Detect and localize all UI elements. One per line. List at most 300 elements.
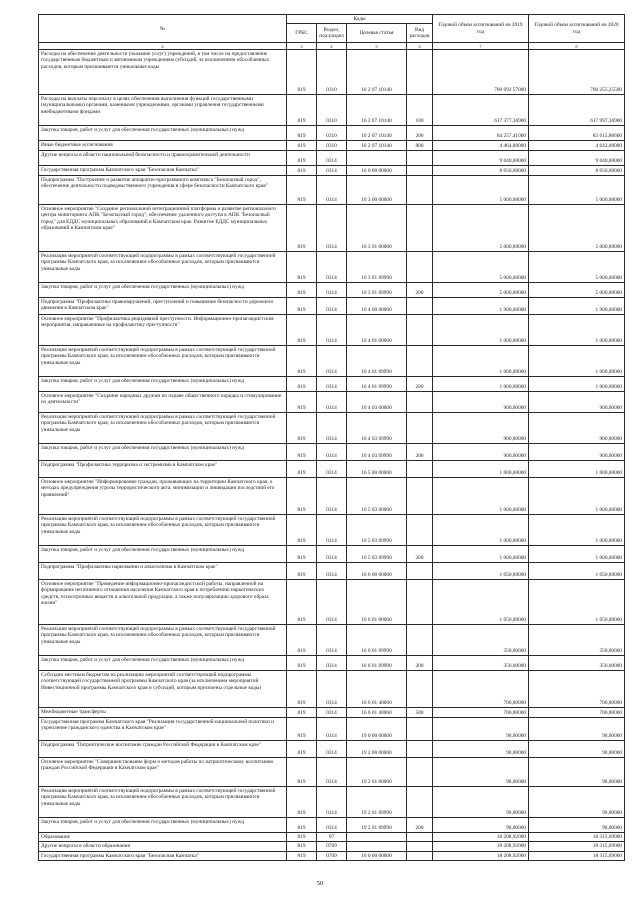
row-razdel: 0314 [317, 515, 347, 546]
row-name: Закупка товаров, работ и услуг для обеспечения государственных (муниципальных) нужд [39, 377, 287, 392]
row-amount-2020: 350,00000 [529, 625, 625, 656]
column-number-row [39, 43, 625, 50]
budget-table [38, 14, 625, 861]
row-target-article: 16 4 03 09990 [347, 413, 407, 444]
row-name: Реализация мероприятий соответствующей подпрограммы в рамках соответствующей государственной программы Камчатского края, за исключением обособленных расходов, которым присваиваются уникальные коды [39, 787, 287, 818]
row-expense-type [407, 833, 433, 842]
header-row-1 [39, 15, 625, 24]
row-expense-type: 200 [407, 126, 433, 141]
table-row [39, 283, 625, 298]
row-grbs: 819 [287, 141, 317, 151]
row-grbs: 819 [287, 392, 317, 413]
row-expense-type [407, 176, 433, 205]
column-header-2020: Годовой объем ассигнований на 2020 год [529, 15, 625, 43]
table-row [39, 708, 625, 718]
table-row [39, 580, 625, 625]
row-grbs: 819 [287, 818, 317, 833]
row-target-article: 16 5 00 00000 [347, 461, 407, 478]
row-name: Государственная программа Камчатского края "Безопасная Камчатка" [39, 851, 287, 860]
table-row [39, 563, 625, 580]
table-row [39, 141, 625, 151]
column-number: 2 [39, 43, 287, 50]
row-target-article: 16 4 03 09990 [347, 444, 407, 461]
row-grbs: 819 [287, 625, 317, 656]
row-amount-2020: 90,00000 [529, 818, 625, 833]
row-grbs: 819 [287, 563, 317, 580]
row-amount-2019: 1 000,00000 [433, 478, 529, 515]
column-number: 7 [433, 43, 529, 50]
column-number: 8 [529, 43, 625, 50]
row-expense-type [407, 298, 433, 315]
row-expense-type: 200 [407, 818, 433, 833]
column-header-razdel: Раздел, под-раздел [317, 24, 347, 43]
row-amount-2020: 5 000,00000 [529, 283, 625, 298]
row-amount-2020: 1 000,00000 [529, 461, 625, 478]
row-razdel: 0314 [317, 671, 347, 708]
row-target-article: 16 2 07 10140 [347, 50, 407, 95]
row-target-article: 19 0 00 00000 [347, 718, 407, 741]
row-amount-2019: 8 050,00000 [433, 166, 529, 176]
row-grbs: 819 [287, 176, 317, 205]
row-amount-2019: 350,00000 [433, 625, 529, 656]
row-name: Государственная программа Камчатского края "Реализация государственной национальной политики и укрепление гражданского единства в Камчатском крае" [39, 718, 287, 741]
row-target-article: 16 2 07 10140 [347, 141, 407, 151]
row-razdel: 0310 [317, 50, 347, 95]
row-amount-2020: 90,00000 [529, 718, 625, 741]
row-expense-type [407, 392, 433, 413]
row-expense-type [407, 515, 433, 546]
row-target-article: 19 2 01 09990 [347, 818, 407, 833]
table-row [39, 741, 625, 758]
row-grbs: 819 [287, 718, 317, 741]
table-row [39, 625, 625, 656]
row-expense-type [407, 205, 433, 252]
row-expense-type [407, 625, 433, 656]
table-row [39, 515, 625, 546]
row-name: Другие вопросы в области национальной безопасности и правоохранительной деятельности [39, 151, 287, 166]
row-target-article: 16 4 01 09990 [347, 377, 407, 392]
table-row [39, 392, 625, 413]
row-expense-type [407, 718, 433, 741]
row-expense-type: 500 [407, 708, 433, 718]
row-amount-2019: 18 208,92000 [433, 851, 529, 860]
row-razdel: 0314 [317, 444, 347, 461]
row-grbs: 819 [287, 758, 317, 787]
row-target-article: 16 0 00 00000 [347, 851, 407, 860]
row-amount-2020: 1 000,00000 [529, 546, 625, 563]
row-expense-type: 800 [407, 141, 433, 151]
row-amount-2020: 1 050,00000 [529, 563, 625, 580]
row-razdel: 0314 [317, 478, 347, 515]
table-row [39, 252, 625, 283]
row-target-article: 16 0 00 00000 [347, 166, 407, 176]
row-amount-2019: 90,00000 [433, 718, 529, 741]
row-amount-2019: 4 464,80000 [433, 141, 529, 151]
row-grbs: 819 [287, 671, 317, 708]
row-razdel: 0314 [317, 818, 347, 833]
row-amount-2020: 900,00000 [529, 392, 625, 413]
row-amount-2019: 5 000,00000 [433, 176, 529, 205]
row-razdel: 0310 [317, 141, 347, 151]
row-name: Закупка товаров, работ и услуг для обеспечения государственных (муниципальных) нужд [39, 656, 287, 671]
row-expense-type [407, 151, 433, 166]
row-expense-type: 200 [407, 283, 433, 298]
table-row [39, 315, 625, 346]
row-name: Государственная программа Камчатского края "Безопасная Камчатка" [39, 166, 287, 176]
row-target-article: 19 2 01 00000 [347, 758, 407, 787]
row-expense-type [407, 461, 433, 478]
row-razdel: 0314 [317, 580, 347, 625]
row-target-article: 16 3 01 09990 [347, 283, 407, 298]
row-amount-2019: 1 900,00000 [433, 298, 529, 315]
row-name: Расходы на выплаты персоналу в целях обеспечения выполнения функций государственными (муниципальными) органами, казенными учреждениями, органами управления государственными внебюджетными фондами [39, 95, 287, 126]
row-name: Реализация мероприятий соответствующей подпрограммы в рамках соответствующей государственной программы Камчатского края, за исключением обособленных расходов, которым присваиваются уникальные коды [39, 625, 287, 656]
budget-table-body [39, 50, 625, 861]
row-amount-2020: 1 000,00000 [529, 515, 625, 546]
row-razdel: 0310 [317, 126, 347, 141]
row-razdel: 0314 [317, 563, 347, 580]
row-grbs: 819 [287, 377, 317, 392]
row-razdel: 0314 [317, 346, 347, 377]
table-row [39, 377, 625, 392]
table-row [39, 758, 625, 787]
row-grbs: 819 [287, 444, 317, 461]
row-razdel: 0314 [317, 298, 347, 315]
row-expense-type [407, 741, 433, 758]
row-target-article: 16 6 01 40060 [347, 708, 407, 718]
row-amount-2019: 1 000,00000 [433, 315, 529, 346]
row-target-article: 16 5 03 09990 [347, 515, 407, 546]
table-row [39, 298, 625, 315]
row-razdel: 0709 [317, 851, 347, 860]
row-razdel: 0314 [317, 708, 347, 718]
column-header-grbs: ГРБС [287, 24, 317, 43]
row-target-article: 16 5 03 00000 [347, 478, 407, 515]
table-row [39, 818, 625, 833]
row-amount-2019: 5 000,00000 [433, 205, 529, 252]
row-name: Реализация мероприятий соответствующей подпрограммы в рамках соответствующей государственной программы Камчатского края, за исключением обособленных расходов, которым присваиваются уникальные коды [39, 413, 287, 444]
row-name: Закупка товаров, работ и услуг для обеспечения государственных (муниципальных) нужд [39, 444, 287, 461]
row-name: Иные бюджетные ассигнования [39, 141, 287, 151]
row-grbs: 819 [287, 851, 317, 860]
row-amount-2019: 1 000,00000 [433, 546, 529, 563]
table-row [39, 461, 625, 478]
row-amount-2020: 1 000,00000 [529, 478, 625, 515]
row-amount-2019: 5 000,00000 [433, 252, 529, 283]
row-amount-2019: 1 000,00000 [433, 461, 529, 478]
table-row [39, 205, 625, 252]
row-amount-2020: 18 315,69000 [529, 833, 625, 842]
row-expense-type: 200 [407, 444, 433, 461]
row-name: Другие вопросы в области образования [39, 842, 287, 851]
row-grbs: 819 [287, 546, 317, 563]
row-amount-2020: 90,00000 [529, 787, 625, 818]
row-amount-2020: 1 000,00000 [529, 315, 625, 346]
row-expense-type [407, 787, 433, 818]
row-amount-2019: 5 000,00000 [433, 283, 529, 298]
column-header-target-article: Целевая статья [347, 24, 407, 43]
row-amount-2020: 617 997,36900 [529, 95, 625, 126]
table-row [39, 444, 625, 461]
row-amount-2019: 1 000,00000 [433, 515, 529, 546]
column-header-expense-type: Вид расходов [407, 24, 433, 43]
row-amount-2020: 9 040,00000 [529, 151, 625, 166]
row-razdel: 07 [317, 833, 347, 842]
table-row [39, 413, 625, 444]
row-name: Расходы на обеспечение деятельности (оказание услуг) учреждений, в том числе на предоставление государственным бюджетным и автономным учреждениям субсидий, за исключением обособленных расходов, которым присваиваются уникальные коды [39, 50, 287, 95]
row-amount-2019: 18 208,92000 [433, 842, 529, 851]
row-grbs: 819 [287, 50, 317, 95]
row-razdel: 0314 [317, 741, 347, 758]
column-header-codes: Коды [287, 15, 433, 24]
table-row [39, 833, 625, 842]
row-target-article: 16 4 03 00000 [347, 392, 407, 413]
row-name: Реализация мероприятий соответствующей подпрограммы в рамках соответствующей государственной программы Камчатского края, за исключением обособленных расходов, которым присваиваются уникальные коды [39, 515, 287, 546]
table-row [39, 671, 625, 708]
row-razdel: 0314 [317, 787, 347, 818]
row-name: Основное мероприятие "Создание народных дружин по охране общественного порядка и стимулирование их деятельности" [39, 392, 287, 413]
row-amount-2020: 1 050,00000 [529, 580, 625, 625]
row-razdel: 0314 [317, 166, 347, 176]
row-amount-2020: 83 615,88600 [529, 126, 625, 141]
row-grbs: 819 [287, 346, 317, 377]
row-grbs: 819 [287, 708, 317, 718]
row-target-article: 16 2 07 10140 [347, 126, 407, 141]
table-row [39, 50, 625, 95]
table-row [39, 126, 625, 141]
row-amount-2020: 5 000,00000 [529, 252, 625, 283]
row-expense-type [407, 413, 433, 444]
column-header-2019: Годовой объем ассигнований на 2019 год [433, 15, 529, 43]
row-target-article [347, 842, 407, 851]
row-target-article: 19 2 00 00000 [347, 741, 407, 758]
row-amount-2019: 1 000,00000 [433, 346, 529, 377]
row-target-article [347, 151, 407, 166]
row-amount-2020: 5 000,00000 [529, 205, 625, 252]
row-grbs: 819 [287, 166, 317, 176]
row-amount-2020: 18 315,69000 [529, 851, 625, 860]
row-razdel: 0314 [317, 315, 347, 346]
row-expense-type [407, 166, 433, 176]
row-grbs: 819 [287, 298, 317, 315]
row-target-article: 16 6 01 09990 [347, 625, 407, 656]
row-razdel: 0709 [317, 842, 347, 851]
row-amount-2019: 90,00000 [433, 758, 529, 787]
row-target-article: 16 6 00 00000 [347, 563, 407, 580]
row-name: Основное мероприятие "Профилактика рецидивной преступности. Информационно-пропагандистские мероприятия, направленные на профилактику преступности" [39, 315, 287, 346]
row-expense-type [407, 478, 433, 515]
row-amount-2019: 700,00000 [433, 671, 529, 708]
row-name: Закупка товаров, работ и услуг для обеспечения государственных (муниципальных) нужд [39, 126, 287, 141]
row-name: Закупка товаров, работ и услуг для обеспечения государственных (муниципальных) нужд [39, 546, 287, 563]
row-expense-type: 100 [407, 95, 433, 126]
table-row [39, 346, 625, 377]
row-expense-type [407, 758, 433, 787]
row-name: Реализация мероприятий соответствующей подпрограммы в рамках соответствующей государственной программы Камчатского края, за исключением обособленных расходов, которым присваиваются уникальные коды [39, 346, 287, 377]
row-expense-type [407, 580, 433, 625]
row-grbs: 819 [287, 580, 317, 625]
row-amount-2019: 700 092 57000 [433, 50, 529, 95]
row-grbs: 819 [287, 461, 317, 478]
row-target-article: 19 2 01 09990 [347, 787, 407, 818]
column-number: 6 [407, 43, 433, 50]
row-amount-2020: 900,00000 [529, 413, 625, 444]
row-expense-type [407, 252, 433, 283]
row-razdel: 0314 [317, 377, 347, 392]
row-grbs: 819 [287, 413, 317, 444]
row-expense-type [407, 851, 433, 860]
row-razdel: 0314 [317, 205, 347, 252]
row-amount-2020: 700,00000 [529, 708, 625, 718]
table-row [39, 787, 625, 818]
row-target-article [347, 833, 407, 842]
row-amount-2020: 5 000,00000 [529, 176, 625, 205]
row-target-article: 16 3 01 09990 [347, 252, 407, 283]
row-expense-type: 200 [407, 546, 433, 563]
row-name: Подпрограмма "Патриотическое воспитание граждан Российской Федерации в Камчатском крае" [39, 741, 287, 758]
row-name: Субсидии местным бюджетам на реализацию мероприятий соответствующей подпрограммы соответствующей государственной программы Камчатского края (за исключением мероприятий Инвестиционной программы Камчатского края и субсидий, которым присвоены отдельные коды) [39, 671, 287, 708]
row-amount-2020: 1 000,00000 [529, 377, 625, 392]
row-name: Закупка товаров, работ и услуг для обеспечения государственных (муниципальных) нужд [39, 283, 287, 298]
row-grbs: 819 [287, 741, 317, 758]
row-razdel: 0314 [317, 283, 347, 298]
row-amount-2019: 90,00000 [433, 787, 529, 818]
row-target-article: 16 6 01 40060 [347, 671, 407, 708]
row-amount-2020: 900,00000 [529, 444, 625, 461]
row-name: Подпрограмма "Профилактика терроризма и экстремизма в Камчатском крае" [39, 461, 287, 478]
row-amount-2019: 617 377,36900 [433, 95, 529, 126]
row-razdel: 0310 [317, 95, 347, 126]
row-name: Основное мероприятие "Информирование граждан, проживающих на территории Камчатского края, о методах предупреждения угрозы террористического акта, минимизации и ликвидации последствий его проявлений" [39, 478, 287, 515]
table-row [39, 842, 625, 851]
page-number: 50 [316, 880, 324, 887]
row-razdel: 0314 [317, 252, 347, 283]
row-amount-2020: 700 255,25500 [529, 50, 625, 95]
row-amount-2019: 900,00000 [433, 413, 529, 444]
row-target-article: 16 2 07 10140 [347, 95, 407, 126]
row-target-article: 16 5 03 09990 [347, 546, 407, 563]
row-razdel: 0314 [317, 413, 347, 444]
row-target-article: 16 3 00 00000 [347, 176, 407, 205]
table-row [39, 478, 625, 515]
row-amount-2020: 90,00000 [529, 741, 625, 758]
row-expense-type [407, 315, 433, 346]
row-amount-2019: 1 000,00000 [433, 377, 529, 392]
table-row [39, 151, 625, 166]
row-name: Основное мероприятие "Создание региональной интеграционной платформы и развитие регионального центра мониторинга АПК "Безопасный город", обеспечение удаленного доступа к АПК "Безопасный город" для ЕДДС муниципальных образований в Камчатском крае. Развитие ЕДДС муниципальных образований в Камчатском крае" [39, 205, 287, 252]
row-amount-2019: 90,00000 [433, 818, 529, 833]
row-grbs: 819 [287, 95, 317, 126]
row-amount-2019: 18 208,92000 [433, 833, 529, 842]
row-expense-type [407, 346, 433, 377]
row-name: Реализация мероприятий соответствующей подпрограммы в рамках соответствующей государственной программы Камчатского края, за исключением обособленных расходов, которым присваиваются уникальные коды [39, 252, 287, 283]
row-grbs: 819 [287, 478, 317, 515]
row-grbs: 819 [287, 252, 317, 283]
table-row [39, 176, 625, 205]
column-number: 5 [347, 43, 407, 50]
row-grbs: 819 [287, 787, 317, 818]
row-amount-2020: 1 000,00000 [529, 346, 625, 377]
row-grbs: 819 [287, 205, 317, 252]
row-grbs: 819 [287, 126, 317, 141]
row-grbs: 819 [287, 833, 317, 842]
row-expense-type [407, 563, 433, 580]
row-amount-2020: 90,00000 [529, 758, 625, 787]
row-amount-2020: 18 315,69000 [529, 842, 625, 851]
row-amount-2019: 900,00000 [433, 392, 529, 413]
row-amount-2019: 1 050,00000 [433, 580, 529, 625]
row-grbs: 819 [287, 315, 317, 346]
row-target-article: 16 4 00 00000 [347, 298, 407, 315]
table-row [39, 166, 625, 176]
row-grbs: 819 [287, 283, 317, 298]
row-amount-2020: 700,00000 [529, 671, 625, 708]
row-razdel: 0314 [317, 718, 347, 741]
row-name: Основное мероприятие "Совершенствование форм и методов работы по патриотическому воспитанию граждан Российской Федерации в Камчатском крае" [39, 758, 287, 787]
row-amount-2019: 1 050,00000 [433, 563, 529, 580]
table-row [39, 851, 625, 860]
row-target-article: 16 4 01 00000 [347, 315, 407, 346]
row-grbs: 819 [287, 151, 317, 166]
row-amount-2020: 350,00000 [529, 656, 625, 671]
row-target-article: 16 4 01 09990 [347, 346, 407, 377]
row-expense-type: 200 [407, 377, 433, 392]
row-name: Образование [39, 833, 287, 842]
row-amount-2020: 1 900,00000 [529, 298, 625, 315]
row-expense-type [407, 671, 433, 708]
row-amount-2019: 84 257,41000 [433, 126, 529, 141]
row-razdel: 0314 [317, 546, 347, 563]
column-header-no: № [39, 15, 287, 43]
row-grbs: 819 [287, 515, 317, 546]
row-name: Подпрограмма "Профилактика правонарушений, преступлений и повышение безопасности дорожного движения в Камчатском крае" [39, 298, 287, 315]
row-name: Основное мероприятие "Проведение информационно-пропагандистской работы, направленной на формирование негативного отношения населения Камчатского края к потреблению наркотических средств, психотропных веществ и алкогольной продукции, а также популяризацию здорового образа жизни" [39, 580, 287, 625]
row-amount-2019: 9 040,00000 [433, 151, 529, 166]
row-expense-type [407, 50, 433, 95]
row-razdel: 0314 [317, 392, 347, 413]
row-grbs: 819 [287, 656, 317, 671]
row-target-article: 16 6 01 00000 [347, 580, 407, 625]
row-amount-2020: 4 642,00000 [529, 141, 625, 151]
row-name: Закупка товаров, работ и услуг для обеспечения государственных (муниципальных) нужд [39, 818, 287, 833]
row-name: Подпрограмма "Профилактика наркомании и алкоголизма в Камчатском крае" [39, 563, 287, 580]
row-amount-2019: 700,00000 [433, 708, 529, 718]
row-razdel: 0314 [317, 151, 347, 166]
row-amount-2019: 350,00000 [433, 656, 529, 671]
row-name: Межбюджетные трансферты [39, 708, 287, 718]
row-razdel: 0314 [317, 656, 347, 671]
row-razdel: 0314 [317, 176, 347, 205]
row-amount-2020: 8 050,00000 [529, 166, 625, 176]
column-number: 4 [317, 43, 347, 50]
row-expense-type [407, 842, 433, 851]
row-razdel: 0314 [317, 625, 347, 656]
row-amount-2019: 90,00000 [433, 741, 529, 758]
row-name: Подпрограмма "Построение и развитие аппаратно-программного комплекса "Безопасный город", обеспечение деятельности подведомственного учреждения в сфере безопасности Камчатского края" [39, 176, 287, 205]
row-expense-type: 200 [407, 656, 433, 671]
row-razdel: 0314 [317, 758, 347, 787]
table-row [39, 95, 625, 126]
row-target-article: 16 3 01 00000 [347, 205, 407, 252]
row-target-article: 16 6 01 09990 [347, 656, 407, 671]
table-row [39, 718, 625, 741]
table-row [39, 546, 625, 563]
row-amount-2019: 900,00000 [433, 444, 529, 461]
row-razdel: 0314 [317, 461, 347, 478]
row-grbs: 819 [287, 842, 317, 851]
column-number: 3 [287, 43, 317, 50]
table-row [39, 656, 625, 671]
